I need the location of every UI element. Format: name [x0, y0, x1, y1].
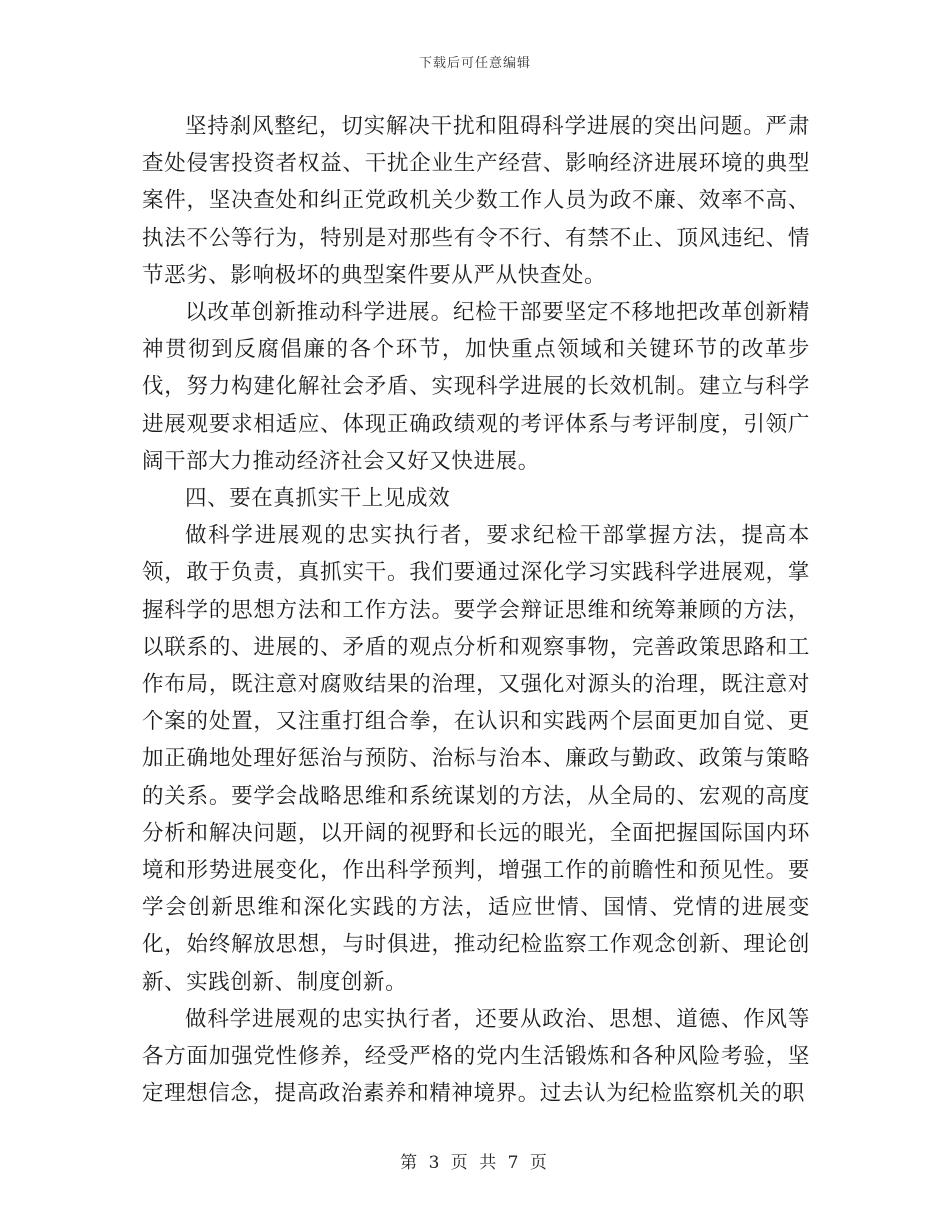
paragraph-1: 坚持刹风整纪，切实解决干扰和阻碍科学进展的突出问题。严肃查处侵害投资者权益、干扰企业生产经营、影响经济进展环境的典型案件，坚决查处和纠正党政机关少数工作人员为政不廉、效率不高、执法不公等行为，特别是对那些有令不行、有禁不止、顶风违纪、情节恶劣、影响极坏的典型案件要从严从快查处。	[142, 114, 810, 288]
page-number: 第 3 页 共 7 页	[400, 1153, 550, 1173]
paragraph-3: 做科学进展观的忠实执行者，要求纪检干部掌握方法，提高本领，敢于负责，真抓实干。我们要通过深化学习实践科学进展观，掌握科学的思想方法和工作方法。要学会辩证思维和统筹兼顾的方法，以联系的、进展的、矛盾的观点分析和观察事物，完善政策思路和工作布局，既注意对腐败结果的治理，又强化对源头的治理，既注意对个案的处置，又注重打组合拳，在认识和实践两个层面更加自觉、更加正确地处理好惩治与预防、治标与治本、廉政与勤政、政策与策略的关系。要学会战略思维和系统谋划的方法，从全局的、宏观的高度分析和解决问题，以开阔的视野和长远的眼光，全面把握国际国内环境和形势进展变化，作出科学预判，增强工作的前瞻性和预见性。要学会创新思维和深化实践的方法，适应世情、国情、党情的进展变化，始终解放思想，与时俱进，推动纪检监察工作观念创新、理论创新、实践创新、制度创新。	[142, 523, 810, 995]
section-heading: 四、要在真抓实干上见成效	[185, 486, 451, 512]
paragraph-4: 做科学进展观的忠实执行者，还要从政治、思想、道德、作风等各方面加强党性修养，经受严格的党内生活锻炼和各种风险考验，坚定理想信念，提高政治素养和精神境界。过去认为纪检监察机关的职	[142, 1006, 810, 1107]
paragraph-2: 以改革创新推动科学进展。纪检干部要坚定不移地把改革创新精神贯彻到反腐倡廉的各个环节，加快重点领域和关键环节的改革步伐，努力构建化解社会矛盾、实现科学进展的长效机制。建立与科学进展观要求相适应、体现正确政绩观的考评体系与考评制度，引领广阔干部大力推动经济社会又好又快进展。	[142, 300, 810, 474]
page-header: 下载后可任意编辑	[418, 56, 531, 71]
document-body	[142, 108, 810, 1112]
